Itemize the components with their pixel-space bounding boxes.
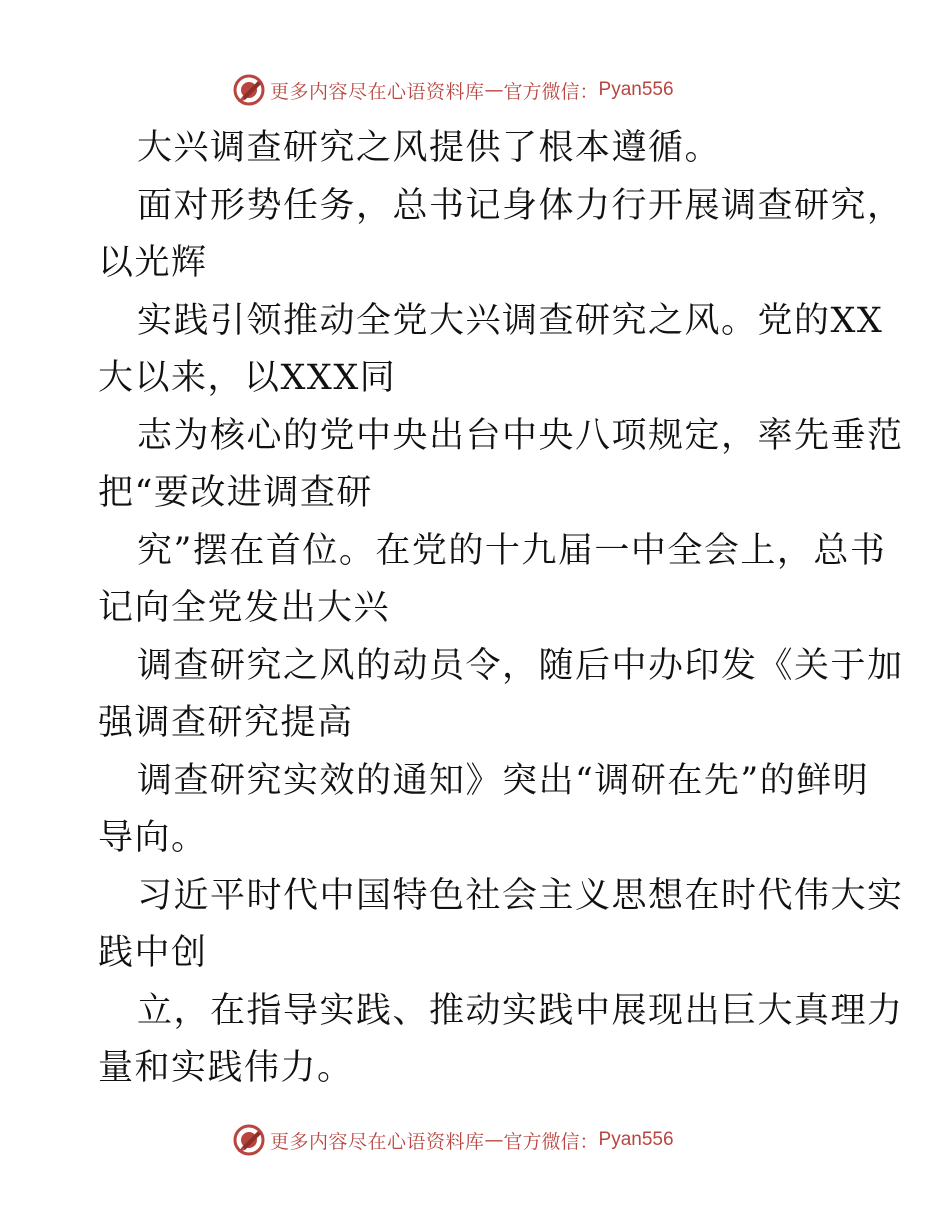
banner-wechat-label: 官方微信：	[503, 1130, 599, 1153]
banner-wechat-id: Pyan556	[598, 79, 674, 100]
text-line: 记向全党发出大兴	[98, 588, 391, 628]
text-line: 强调查研究提高	[98, 703, 354, 743]
banner-separator: —	[484, 79, 504, 101]
banner-wechat-label: 官方微信：	[503, 80, 599, 103]
banner-title: 更多内容尽在心语资料库	[270, 80, 485, 103]
banner-wechat-id: Pyan556	[598, 1129, 674, 1150]
text-line: 立，在指导实践、推动实践中展现出巨大真理力	[137, 990, 904, 1031]
text-line: 导向。	[98, 818, 208, 858]
document-body	[98, 120, 904, 1098]
text-line: 践中创	[98, 933, 208, 973]
text-line: 习近平时代中国特色社会主义思想在时代伟大实	[137, 875, 904, 916]
text-line: 调查研究实效的通知》突出“调研在先”的鲜明	[137, 760, 870, 801]
footer-banner	[232, 1120, 674, 1160]
text-line: 量和实践伟力。	[98, 1048, 354, 1088]
pen-logo-icon	[232, 73, 266, 107]
text-line: 以光辉	[98, 243, 208, 283]
pen-logo-icon	[232, 1123, 266, 1157]
text-line: 究”摆在首位。在党的十九届一中全会上，总书	[137, 530, 887, 571]
text-line: 大兴调查研究之风提供了根本遵循。	[137, 128, 722, 168]
banner-title: 更多内容尽在心语资料库	[270, 1130, 485, 1153]
text-line: 大以来，以XXX同	[98, 358, 397, 398]
header-banner	[232, 70, 674, 110]
banner-separator: —	[484, 1129, 504, 1151]
text-line: 实践引领推动全党大兴调查研究之风。党的XX	[137, 300, 884, 341]
text-line: 面对形势任务，总书记身体力行开展调查研究，	[137, 185, 904, 226]
text-line: 志为核心的党中央出台中央八项规定，率先垂范	[137, 415, 904, 456]
text-line: 把“要改进调查研	[98, 473, 373, 513]
text-line: 调查研究之风的动员令，随后中办印发《关于加	[137, 645, 904, 686]
